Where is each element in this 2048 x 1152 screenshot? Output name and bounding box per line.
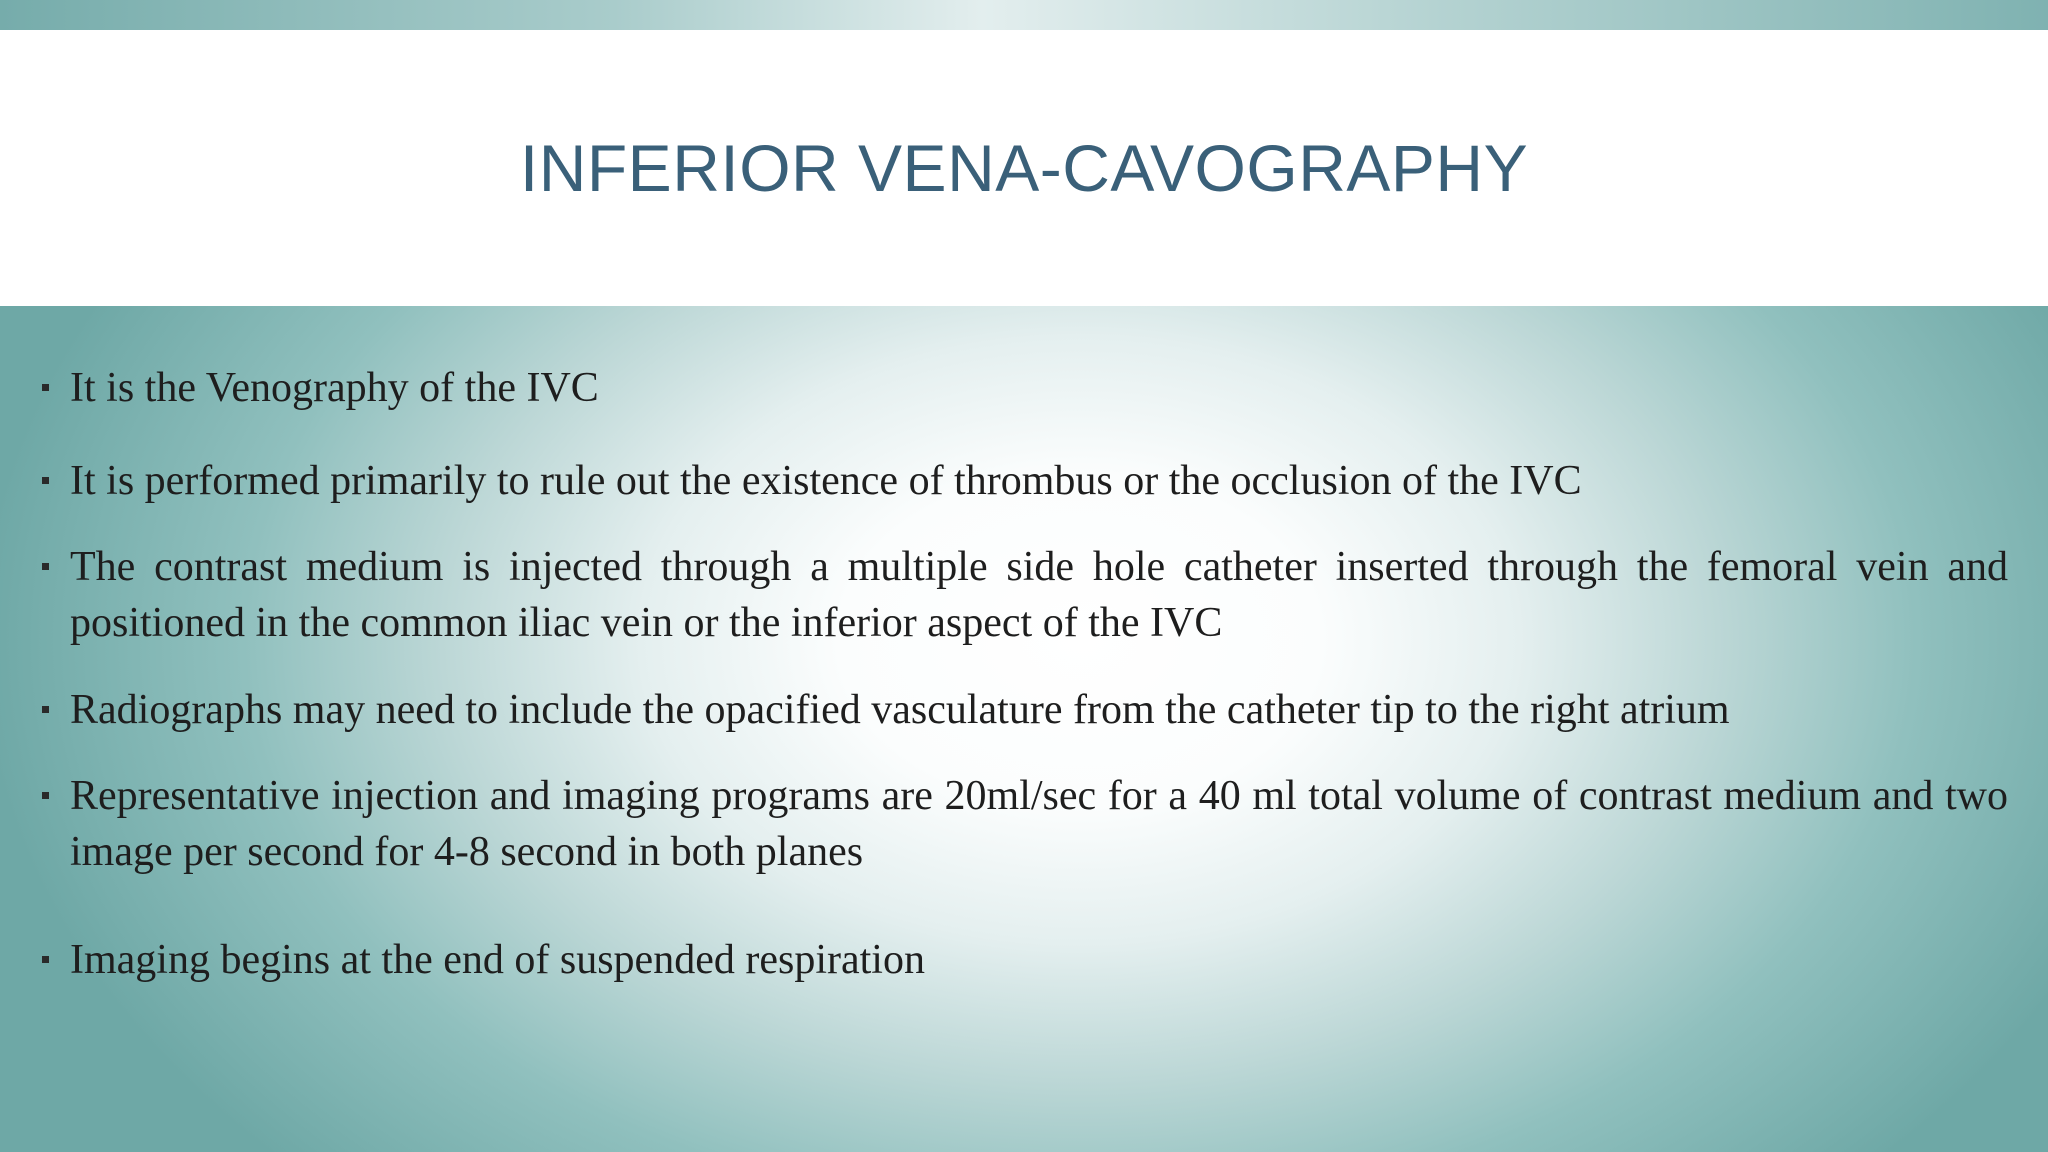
bullet-item (38, 682, 2008, 738)
bullet-text: Imaging begins at the end of suspended respiration (70, 937, 925, 983)
bullet-text: Representative injection and imaging programs are 20ml/sec for a 40 ml total volume of contrast medium and two image per second for 4-8 second in both planes (70, 773, 2008, 875)
square-bullet-icon (42, 384, 49, 391)
bullet-text: It is performed primarily to rule out the existence of thrombus or the occlusion of the IVC (70, 458, 1582, 504)
bullet-item (38, 360, 2008, 416)
square-bullet-icon (42, 956, 49, 963)
square-bullet-icon (42, 477, 49, 484)
bullet-text: Radiographs may need to include the opacified vasculature from the catheter tip to the right atrium (70, 687, 1730, 733)
bullet-text: The contrast medium is injected through a multiple side hole catheter inserted through the femoral vein and positioned in the common iliac vein or the inferior aspect of the IVC (70, 544, 2008, 646)
bullet-item (38, 539, 2008, 651)
square-bullet-icon (42, 706, 49, 713)
slide-title: INFERIOR VENA-CAVOGRAPHY (519, 131, 1529, 205)
square-bullet-icon (42, 792, 49, 799)
bullet-item (38, 768, 2008, 880)
bullet-item (38, 453, 2008, 509)
top-decorative-strip (0, 0, 2048, 30)
square-bullet-icon (42, 563, 49, 570)
bullet-item (38, 932, 2008, 988)
bullet-text: It is the Venography of the IVC (70, 365, 599, 411)
